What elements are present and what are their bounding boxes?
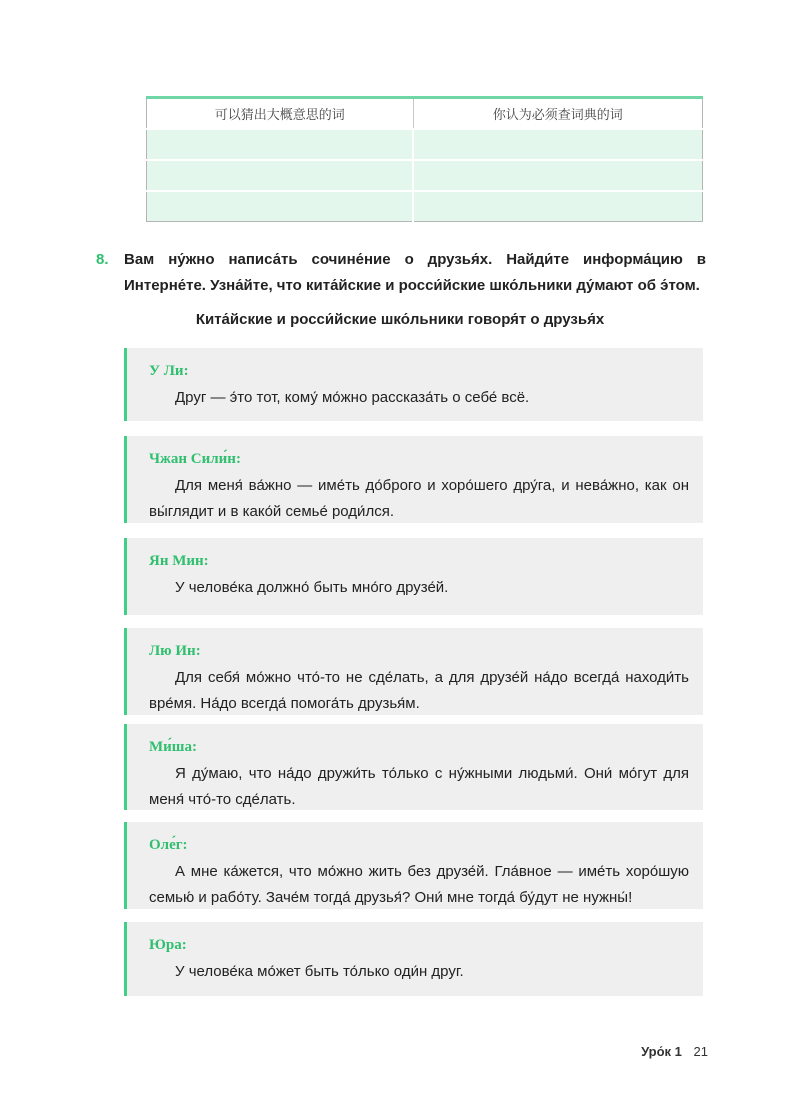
quote-card-zhang-silin	[124, 436, 703, 523]
quote-text: А мне ка́жется, что мо́жно жить без друзе́й. Гла́вное — име́ть хоро́шую семью́ и рабо́ту. Заче́м тогда́ друзья́? Они́ мне тогда́ бу́дут не нужны́!	[149, 863, 689, 906]
page-number: 21	[693, 1044, 708, 1059]
quote-author: Оле́г:	[149, 837, 188, 853]
table-cell	[147, 129, 414, 160]
quote-author: Ян Мин:	[149, 553, 209, 569]
table-cell	[147, 191, 414, 222]
page-footer	[641, 1044, 708, 1059]
table-header-guessable: 可以猜出大概意思的词	[147, 98, 414, 130]
lesson-label: Уро́к 1	[641, 1044, 682, 1059]
table-row	[147, 129, 703, 160]
quote-card-oleg	[124, 822, 703, 909]
quote-author: Юра:	[149, 937, 187, 953]
quote-card-misha	[124, 724, 703, 810]
table-cell	[147, 160, 414, 191]
task-text: Вам ну́жно написа́ть сочине́ние о друзья́х. Найди́те информа́цию в Интерне́те. Узна́йте, что кита́йские и росси́йские шко́льники ду́мают об э́том.	[124, 251, 706, 294]
quote-author: Ми́ша:	[149, 739, 197, 755]
quote-text: У челове́ка мо́жет быть то́лько оди́н друг.	[175, 963, 464, 980]
task-number: 8.	[96, 251, 109, 268]
task-8	[96, 247, 706, 299]
quote-card-u-li	[124, 348, 703, 421]
table-header-dictionary: 你认为必须查词典的词	[413, 98, 703, 130]
vocab-table	[146, 96, 703, 222]
quote-author: Чжан Сили́н:	[149, 451, 241, 467]
quote-card-yan-min	[124, 538, 703, 615]
table-row	[147, 191, 703, 222]
section-subtitle: Кита́йские и росси́йские шко́льники говоря́т о друзья́х	[195, 311, 605, 328]
table-cell	[413, 191, 703, 222]
quote-card-yura	[124, 922, 703, 996]
table-cell	[413, 160, 703, 191]
quote-text: Для меня́ ва́жно — име́ть до́брого и хоро́шего дру́га, и нева́жно, как он вы́глядит и в како́й семье́ роди́лся.	[149, 477, 689, 520]
quote-card-lyu-in	[124, 628, 703, 715]
quote-text: Я ду́маю, что на́до дружи́ть то́лько с ну́жными людьми́. Они́ мо́гут для меня́ что́-то сде́лать.	[149, 765, 689, 808]
quote-text: Друг — э́то тот, кому́ мо́жно рассказа́ть о себе́ всё.	[175, 389, 530, 406]
quote-author: Лю Ин:	[149, 643, 201, 659]
table-cell	[413, 129, 703, 160]
table-row	[147, 160, 703, 191]
quote-text: Для себя́ мо́жно что́-то не сде́лать, а для друзе́й на́до всегда́ находи́ть вре́мя. На́до всегда́ помога́ть друзья́м.	[149, 669, 689, 712]
quote-text: У челове́ка должно́ быть мно́го друзе́й.	[175, 579, 449, 596]
quote-author: У Ли:	[149, 363, 189, 379]
